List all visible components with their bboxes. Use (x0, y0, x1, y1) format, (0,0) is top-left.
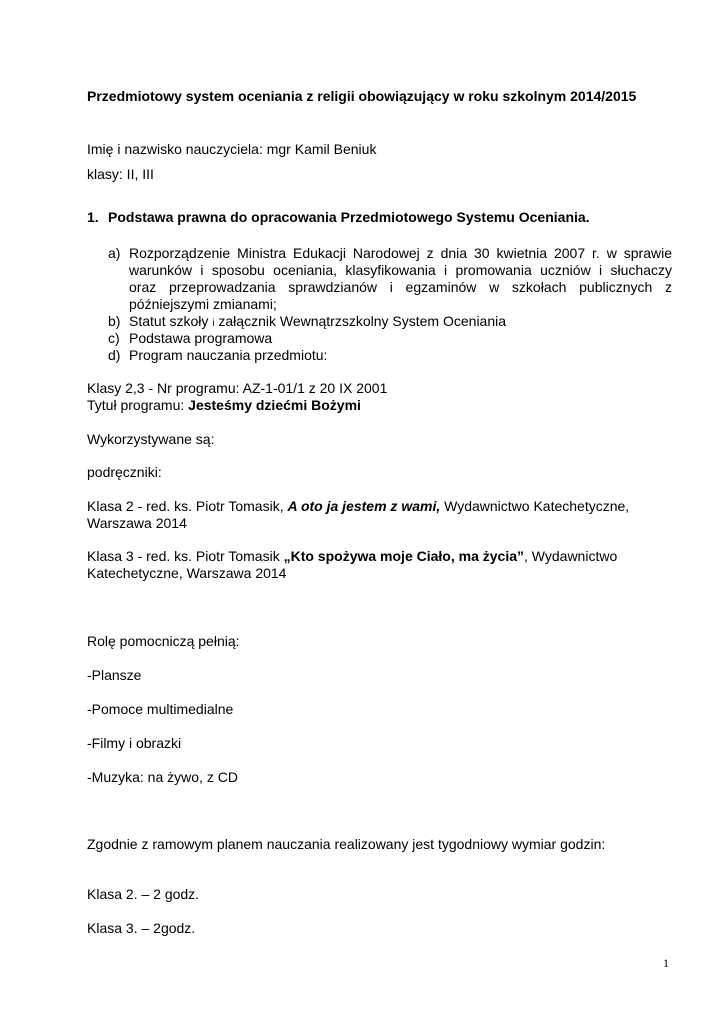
book-2-title: „Kto spożywa moje Ciało, ma życia” (283, 548, 524, 564)
aux-item-music: -Muzyka: na żywo, z CD (87, 769, 238, 785)
book-1-publisher: Wydawnictwo Katechetyczne, (440, 498, 630, 514)
list-marker-d: d) (108, 347, 121, 363)
aux-intro: Rolę pomocniczą pełnią: (87, 633, 240, 649)
book-1-prefix: Klasa 2 - red. ks. Piotr Tomasik, (87, 498, 288, 514)
book-2-line-2: Katechetyczne, Warszawa 2014 (87, 565, 287, 581)
program-number: Klasy 2,3 - Nr programu: AZ-1-01/1 z 20 IX 2001 (87, 380, 388, 396)
list-marker-c: c) (108, 330, 120, 346)
section-1-heading: Podstawa prawna do opracowania Przedmiotowego Systemu Oceniania. (108, 209, 590, 225)
item-d-text: Program nauczania przedmiotu: (129, 347, 328, 363)
book-1-line-2: Warszawa 2014 (87, 515, 187, 531)
item-b-small-conjunction: i (212, 318, 215, 329)
program-title-label: Tytuł programu: (87, 397, 189, 413)
book-2-prefix: Klasa 3 - red. ks. Piotr Tomasik (87, 548, 284, 564)
book-1-title: A oto ja jestem z wami, (287, 498, 441, 514)
item-a-line-2: warunków i sposobu oceniania, klasyfikowania i promowania uczniów i słuchaczy (129, 262, 672, 278)
hours-class-3: Klasa 3. – 2godz. (87, 920, 196, 936)
program-title (87, 397, 361, 413)
aux-item-multimedia: -Pomoce multimedialne (87, 701, 234, 717)
class-list: klasy: II, III (87, 166, 154, 182)
book-1-line-1 (87, 498, 629, 514)
hours-class-2: Klasa 2. – 2 godz. (87, 886, 200, 902)
item-b-text-part-1: Statut szkoły (129, 313, 213, 329)
book-2-line-1 (87, 548, 617, 564)
hours-intro: Zgodnie z ramowym planem nauczania realizowany jest tygodniowy wymiar godzin: (87, 836, 606, 852)
item-b-text-part-2: załącznik Wewnątrzszkolny System Oceniania (214, 313, 507, 329)
aux-item-films: -Filmy i obrazki (87, 735, 182, 751)
textbooks-heading: podręczniki: (87, 464, 162, 480)
used-heading: Wykorzystywane są: (87, 431, 215, 447)
list-marker-b: b) (108, 313, 121, 329)
list-marker-a: a) (108, 245, 121, 261)
item-c-text: Podstawa programowa (129, 330, 273, 346)
section-1-number: 1. (87, 209, 99, 225)
page-number: 1 (663, 956, 669, 970)
aux-item-plansze: -Plansze (87, 667, 142, 683)
book-2-publisher: , Wydawnictwo (524, 548, 618, 564)
item-a-line-3: oraz przeprowadzania sprawdzianów i egzaminów w szkołach publicznych z (129, 279, 672, 295)
program-title-value: Jesteśmy dziećmi Bożymi (188, 397, 361, 413)
document-title: Przedmiotowy system oceniania z religii obowiązujący w roku szkolnym 2014/2015 (87, 88, 637, 104)
teacher-name: Imię i nazwisko nauczyciela: mgr Kamil Beniuk (87, 141, 377, 157)
item-a-line-1: Rozporządzenie Ministra Edukacji Narodowej z dnia 30 kwietnia 2007 r. w sprawie (129, 245, 672, 261)
item-a-line-4: późniejszymi zmianami; (129, 296, 277, 312)
